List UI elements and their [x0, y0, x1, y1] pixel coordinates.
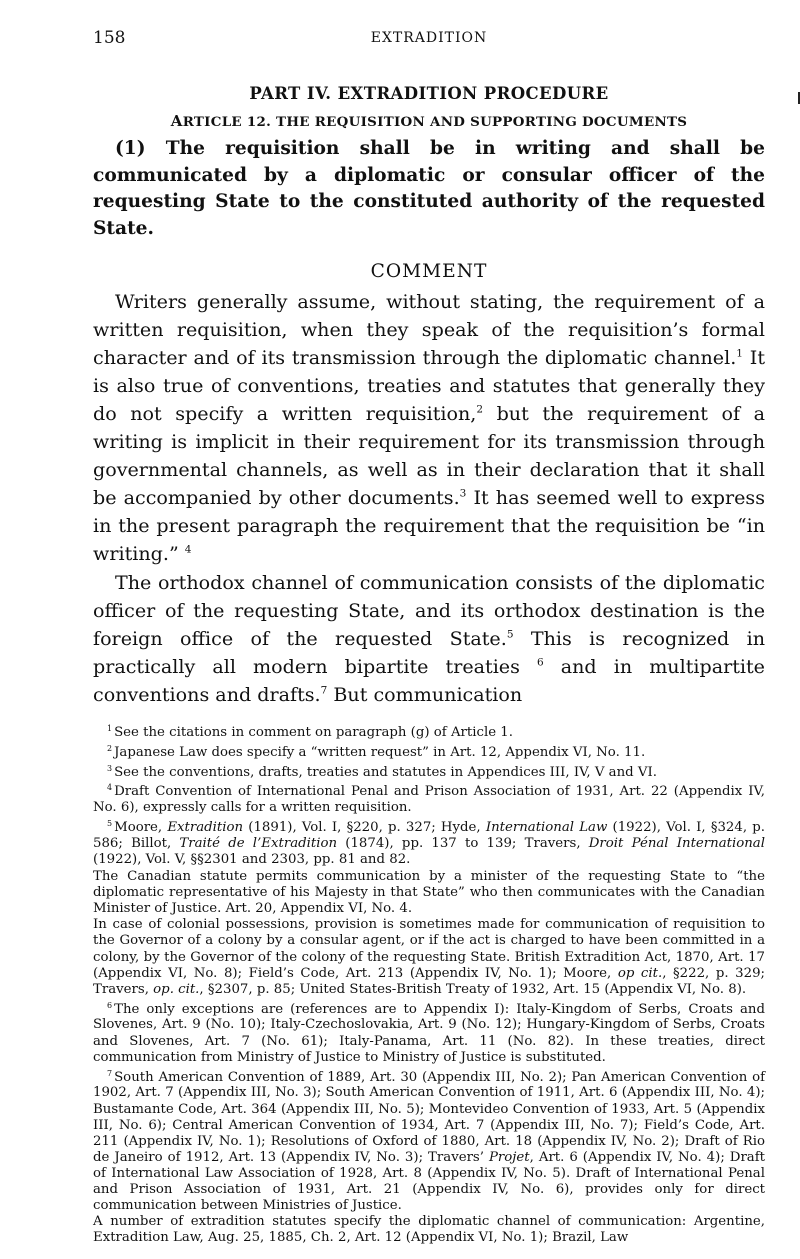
text-run: This is recognized in practically all modern bipartite treaties	[93, 626, 765, 678]
footnote-3	[93, 761, 765, 781]
text-run: (1874), pp. 137 to 139; Travers,	[337, 836, 589, 852]
footnote-7	[93, 1066, 765, 1214]
italic-citation: Projet	[488, 1149, 530, 1165]
footnote-ref-2: 2	[476, 403, 484, 416]
footnote-ref-3: 3	[459, 487, 467, 500]
footnote-number: 5	[107, 819, 113, 829]
text-run: and in multipartite conventions and drafts.	[93, 654, 765, 706]
text-run: (1922), Vol. I, §324, p. 586; Billot,	[93, 820, 765, 852]
text-run: but the requirement of a writing is implicit in their requirement for its transmission through governmental channels, as well as in their declaration that it shall be accompanied by other documents.	[93, 401, 765, 510]
text-run: , Art. 6 (Appendix IV, No. 4); Draft of International Law Association of 1928, Art. 8 (Appendix IV, No. 5). Draft of International Penal and Prison Association of 1931, Art. 21 (Appendix IV, No. 6), provides only for direct communication between Ministries of Justice.	[93, 1149, 765, 1213]
footnotes	[93, 721, 765, 1246]
provision-text: (1) The requisition shall be in writing and shall be communicated by a diplomatic or consular officer of the requesting State to the constituted authority of the requested State.	[93, 138, 765, 239]
footnote-5-canadian: The Canadian statute permits communication by a minister of the requesting State to “the diplomatic representative of his Majesty in that State” who then communicates with the Canadian Minister of Justice. Art. 20, Appendix VI, No. 4.	[93, 869, 765, 917]
text-run: (1891), Vol. I, §220, p. 327; Hyde,	[243, 820, 486, 836]
running-head	[93, 28, 765, 58]
footnote-4	[93, 780, 765, 816]
footnote-ref-6: 6	[536, 656, 544, 669]
footnote-number: 4	[107, 783, 113, 793]
article-word-rest: RTICLE	[182, 114, 242, 130]
comment-paragraph-2	[93, 569, 765, 709]
footnote-text: Draft Convention of International Penal and Prison Association of 1931, Art. 22 (Appendix IV, No. 6), expressly calls for a written requisition.	[93, 784, 765, 816]
footnote-number: 1	[107, 724, 113, 733]
text-run: In case of colonial possessions, provision is sometimes made for communication of requisition to the Governor of a colony by a consular agent, or if the act is charged to have been committed in a colony, by the Governor of the colony of the requesting State. British Extradition Act, 1870, Art. 17 (Appendix VI, No. 8); Field’s Code, Art. 213 (Appendix IV, No. 1); Moore,	[93, 917, 765, 981]
italic-citation: Traité de l’Extradition	[179, 836, 338, 852]
text-run: It is also true of conventions, treaties and statutes that generally they do not specify a written requisition,	[93, 345, 765, 425]
article-heading-rest: 12. THE REQUISITION AND SUPPORTING DOCUMENTS	[246, 114, 688, 130]
footnote-text: See the citations in comment on paragraph (g) of Article 1.	[114, 724, 513, 740]
footnote-number: 6	[107, 1000, 113, 1010]
text-run: Moore,	[114, 820, 168, 836]
text-run: Writers generally assume, without stating, the requirement of a written requisition, when they speak of the requisition’s formal character and of its transmission through the diplomatic channel.	[93, 289, 765, 369]
footnote-5-colonial	[93, 917, 765, 997]
italic-citation: International Law	[485, 820, 608, 836]
footnote-1	[93, 721, 765, 741]
footnote-text: Japanese Law does specify a “written request” in Art. 12, Appendix VI, No. 11.	[114, 744, 646, 760]
text-run: The orthodox channel of communication consists of the diplomatic officer of the requesting State, and its orthodox destination is the foreign office of the requested State.	[93, 570, 765, 650]
footnote-7-statutes: A number of extradition statutes specify the diplomatic channel of communication: Argentine, Extradition Law, Aug. 25, 1885, Ch. 2, Art. 12 (Appendix VI, No. 1); Brazil, Law	[93, 1213, 765, 1245]
page-number: 158	[93, 28, 126, 48]
page	[93, 28, 765, 1246]
italic-citation: Droit Pénal International	[588, 836, 765, 852]
footnote-6	[93, 998, 765, 1066]
footnote-ref-5: 5	[506, 628, 514, 641]
footnote-ref-7: 7	[320, 684, 328, 697]
footnote-number: 7	[107, 1068, 113, 1078]
comment-heading: COMMENT	[370, 260, 488, 282]
text-run: But communication	[327, 682, 523, 706]
footnote-5	[93, 816, 765, 868]
text-run: , §222, p. 329; Travers,	[93, 965, 766, 997]
comment-paragraph-1	[93, 288, 765, 569]
running-title: EXTRADITION	[370, 30, 488, 46]
text-run: South American Convention of 1889, Art. 30 (Appendix III, No. 2); Pan American Convention of 1902, Art. 7 (Appendix III, No. 3); South American Convention of 1911, Art. 6 (Appendix III, No. 4); Bustamante Code, Art. 364 (Appendix III, No. 5); Montevideo Convention of 1933, Art. 5 (Appendix III, No. 6); Central American Convention of 1934, Art. 7 (Appendix III, No. 7); Field’s Code, Art. 211 (Appendix IV, No. 1); Resolutions of Oxford of 1880, Art. 18 (Appendix IV, No. 2); Draft of Rio de Janeiro of 1912, Art. 13 (Appendix IV, No. 3); Travers’	[93, 1069, 765, 1165]
footnote-2	[93, 741, 765, 761]
footnote-text: See the conventions, drafts, treaties and statutes in Appendices III, IV, V and VI.	[114, 764, 657, 780]
footnote-number: 2	[107, 743, 113, 753]
text-run: (1922), Vol. V, §§2301 and 2303, pp. 81 and 82.	[93, 852, 411, 868]
italic-citation: Extradition	[167, 820, 244, 836]
text-run: , §2307, p. 85; United States-British Treaty of 1932, Art. 15 (Appendix VI, No. 8).	[199, 981, 747, 997]
footnote-ref-4: 4	[184, 544, 192, 557]
footnote-text: The only exceptions are (references are to Appendix I): Italy-Kingdom of Serbs, Croats and Slovenes, Art. 9 (No. 10); Italy-Czechoslovakia, Art. 9 (No. 12); Hungary-Kingdom of Serbs, Croats and Slovenes, Art. 7 (No. 61); Italy-Panama, Art. 11 (No. 82). In these treaties, direct communication from Ministry of Justice to Ministry of Justice is substituted.	[93, 1001, 765, 1065]
article-word-cap: A	[170, 112, 183, 130]
italic-citation: op cit.	[617, 965, 663, 981]
part-heading: PART IV. EXTRADITION PROCEDURE	[249, 84, 609, 103]
italic-citation: op. cit.	[153, 981, 200, 997]
text-run: It has seemed well to express in the present paragraph the requirement that the requisition be “in writing.”	[93, 486, 765, 566]
article-heading	[93, 112, 765, 130]
footnote-number: 3	[107, 763, 113, 773]
footnote-ref-1: 1	[736, 347, 743, 360]
